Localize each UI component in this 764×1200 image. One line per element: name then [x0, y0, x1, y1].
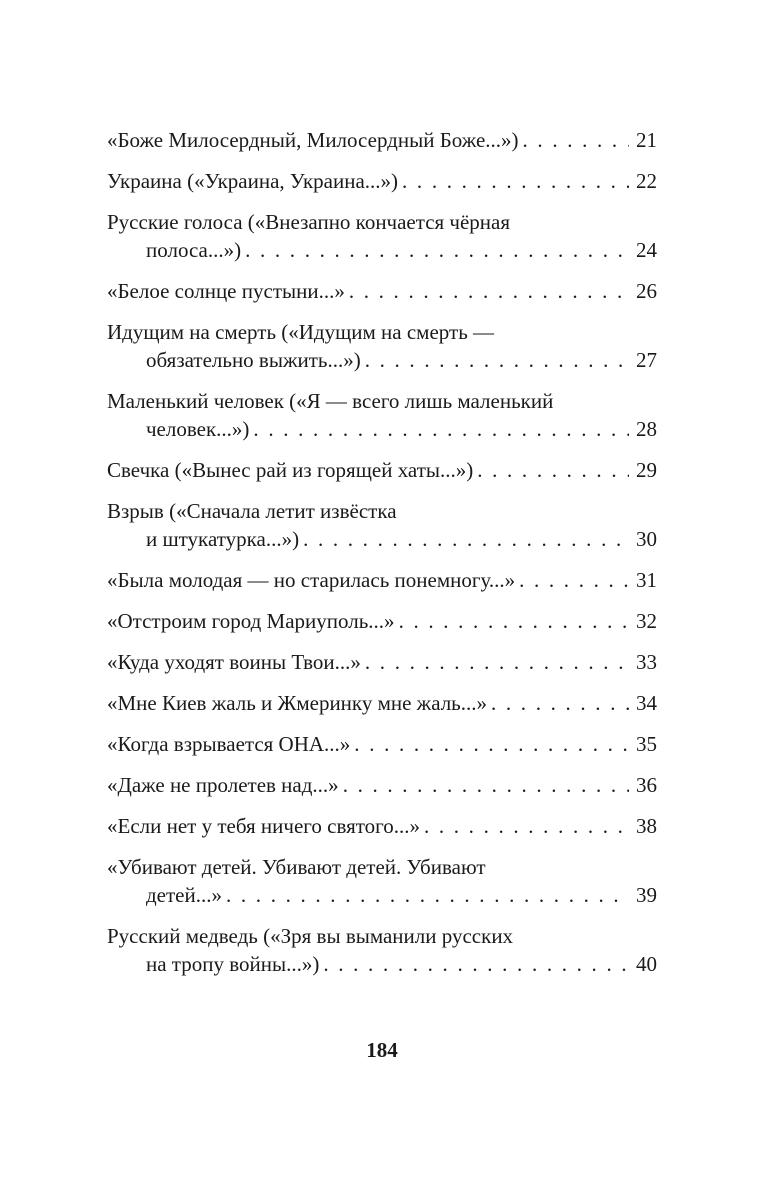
dot-leader	[402, 167, 629, 195]
toc-entry-page: 26	[636, 279, 657, 303]
toc-entry	[107, 456, 657, 484]
toc-entry-leader-line	[107, 346, 657, 374]
toc-entry-title: «Боже Милосердный, Милосердный Боже...»)	[107, 128, 519, 152]
toc-entry-leader-line	[107, 415, 657, 443]
toc-entry-title: «Даже не пролетев над...»	[107, 773, 339, 797]
toc-entry-title-continuation: полоса...»)	[146, 238, 242, 262]
toc-entry-leader-line	[107, 566, 657, 594]
toc-entry	[107, 277, 657, 305]
toc-entry-page: 39	[636, 883, 657, 907]
toc-entry-page: 22	[636, 169, 657, 193]
dot-leader	[323, 950, 629, 978]
toc-entry-leader-line	[107, 456, 657, 484]
toc-entry-title-continuation: обязательно выжить...»)	[146, 348, 361, 372]
toc-entry-page: 38	[636, 814, 657, 838]
page-number: 184	[366, 1038, 398, 1062]
toc-entry-leader-line	[107, 881, 657, 909]
toc-entry-leader-line	[107, 730, 657, 758]
toc-entry-page: 24	[636, 238, 657, 262]
dot-leader	[424, 812, 629, 840]
dot-leader	[365, 346, 629, 374]
toc-entry-title-line: Взрыв («Сначала летит извёстка	[107, 499, 397, 523]
toc-entry-title: «Если нет у тебя ничего святого...»	[107, 814, 420, 838]
toc-entry-title: «Мне Киев жаль и Жмеринку мне жаль...»	[107, 691, 487, 715]
toc-entry-title: «Когда взрывается ОНА...»	[107, 732, 351, 756]
dot-leader	[519, 566, 629, 594]
toc-entry-page: 28	[636, 417, 657, 441]
toc-entry-title-line: Маленький человек («Я — всего лишь маленький	[107, 389, 554, 413]
toc-entry	[107, 318, 657, 374]
toc-entry-leader-line	[107, 689, 657, 717]
dot-leader	[491, 689, 629, 717]
toc-entry-page: 31	[636, 568, 657, 592]
toc-entry	[107, 771, 657, 799]
toc-entry	[107, 126, 657, 154]
toc-entry-title: «Белое солнце пустыни...»	[107, 279, 345, 303]
toc-entry-title: Свечка («Вынес рай из горящей хаты...»)	[107, 458, 474, 482]
toc-entry-page: 32	[636, 609, 657, 633]
toc-entry-title-line: «Убивают детей. Убивают детей. Убивают	[107, 855, 486, 879]
toc-entry-page: 33	[636, 650, 657, 674]
toc-entry-page: 34	[636, 691, 657, 715]
toc-entry-title: «Была молодая — но старилась понемногу...»	[107, 568, 516, 592]
toc-entry-title-continuation: человек...»)	[146, 417, 250, 441]
toc-entry-page: 40	[636, 952, 657, 976]
toc-entry-page: 36	[636, 773, 657, 797]
toc-entry-leader-line	[107, 277, 657, 305]
toc-entry-title-continuation: и штукатурка...»)	[146, 527, 300, 551]
dot-leader	[477, 456, 629, 484]
toc-entry-leader-line	[107, 812, 657, 840]
dot-leader	[226, 881, 629, 909]
dot-leader	[245, 236, 629, 264]
toc-entry	[107, 812, 657, 840]
dot-leader	[399, 607, 629, 635]
toc-entry	[107, 689, 657, 717]
toc-entry-page: 30	[636, 527, 657, 551]
toc-entry	[107, 566, 657, 594]
toc-entry-leader-line	[107, 126, 657, 154]
toc-entry-title-line: Русские голоса («Внезапно кончается чёрная	[107, 210, 511, 234]
table-of-contents	[107, 126, 657, 991]
dot-leader	[354, 730, 629, 758]
toc-entry-leader-line	[107, 236, 657, 264]
dot-leader	[365, 648, 629, 676]
toc-entry	[107, 208, 657, 264]
toc-entry	[107, 497, 657, 553]
dot-leader	[253, 415, 629, 443]
toc-entry-page: 27	[636, 348, 657, 372]
toc-entry-title-continuation: на тропу войны...»)	[146, 952, 320, 976]
toc-entry-leader-line	[107, 648, 657, 676]
toc-entry-title: Украина («Украина, Украина...»)	[107, 169, 399, 193]
toc-entry	[107, 853, 657, 909]
toc-entry	[107, 167, 657, 195]
toc-entry-leader-line	[107, 167, 657, 195]
toc-entry-page: 21	[636, 128, 657, 152]
toc-entry-leader-line	[107, 607, 657, 635]
toc-entry-title-continuation: детей...»	[146, 883, 222, 907]
dot-leader	[523, 126, 629, 154]
toc-entry-leader-line	[107, 525, 657, 553]
toc-entry	[107, 730, 657, 758]
toc-entry-page: 35	[636, 732, 657, 756]
toc-entry-leader-line	[107, 950, 657, 978]
dot-leader	[303, 525, 629, 553]
dot-leader	[349, 277, 629, 305]
toc-entry-title: «Куда уходят воины Твои...»	[107, 650, 361, 674]
toc-entry-leader-line	[107, 771, 657, 799]
toc-entry-title-line: Русский медведь («Зря вы выманили русских	[107, 924, 514, 948]
toc-entry	[107, 607, 657, 635]
toc-entry-title: «Отстроим город Мариуполь...»	[107, 609, 395, 633]
toc-entry	[107, 648, 657, 676]
toc-entry	[107, 387, 657, 443]
toc-entry-title-line: Идущим на смерть («Идущим на смерть —	[107, 320, 495, 344]
toc-entry	[107, 922, 657, 978]
dot-leader	[343, 771, 629, 799]
toc-entry-page: 29	[636, 458, 657, 482]
